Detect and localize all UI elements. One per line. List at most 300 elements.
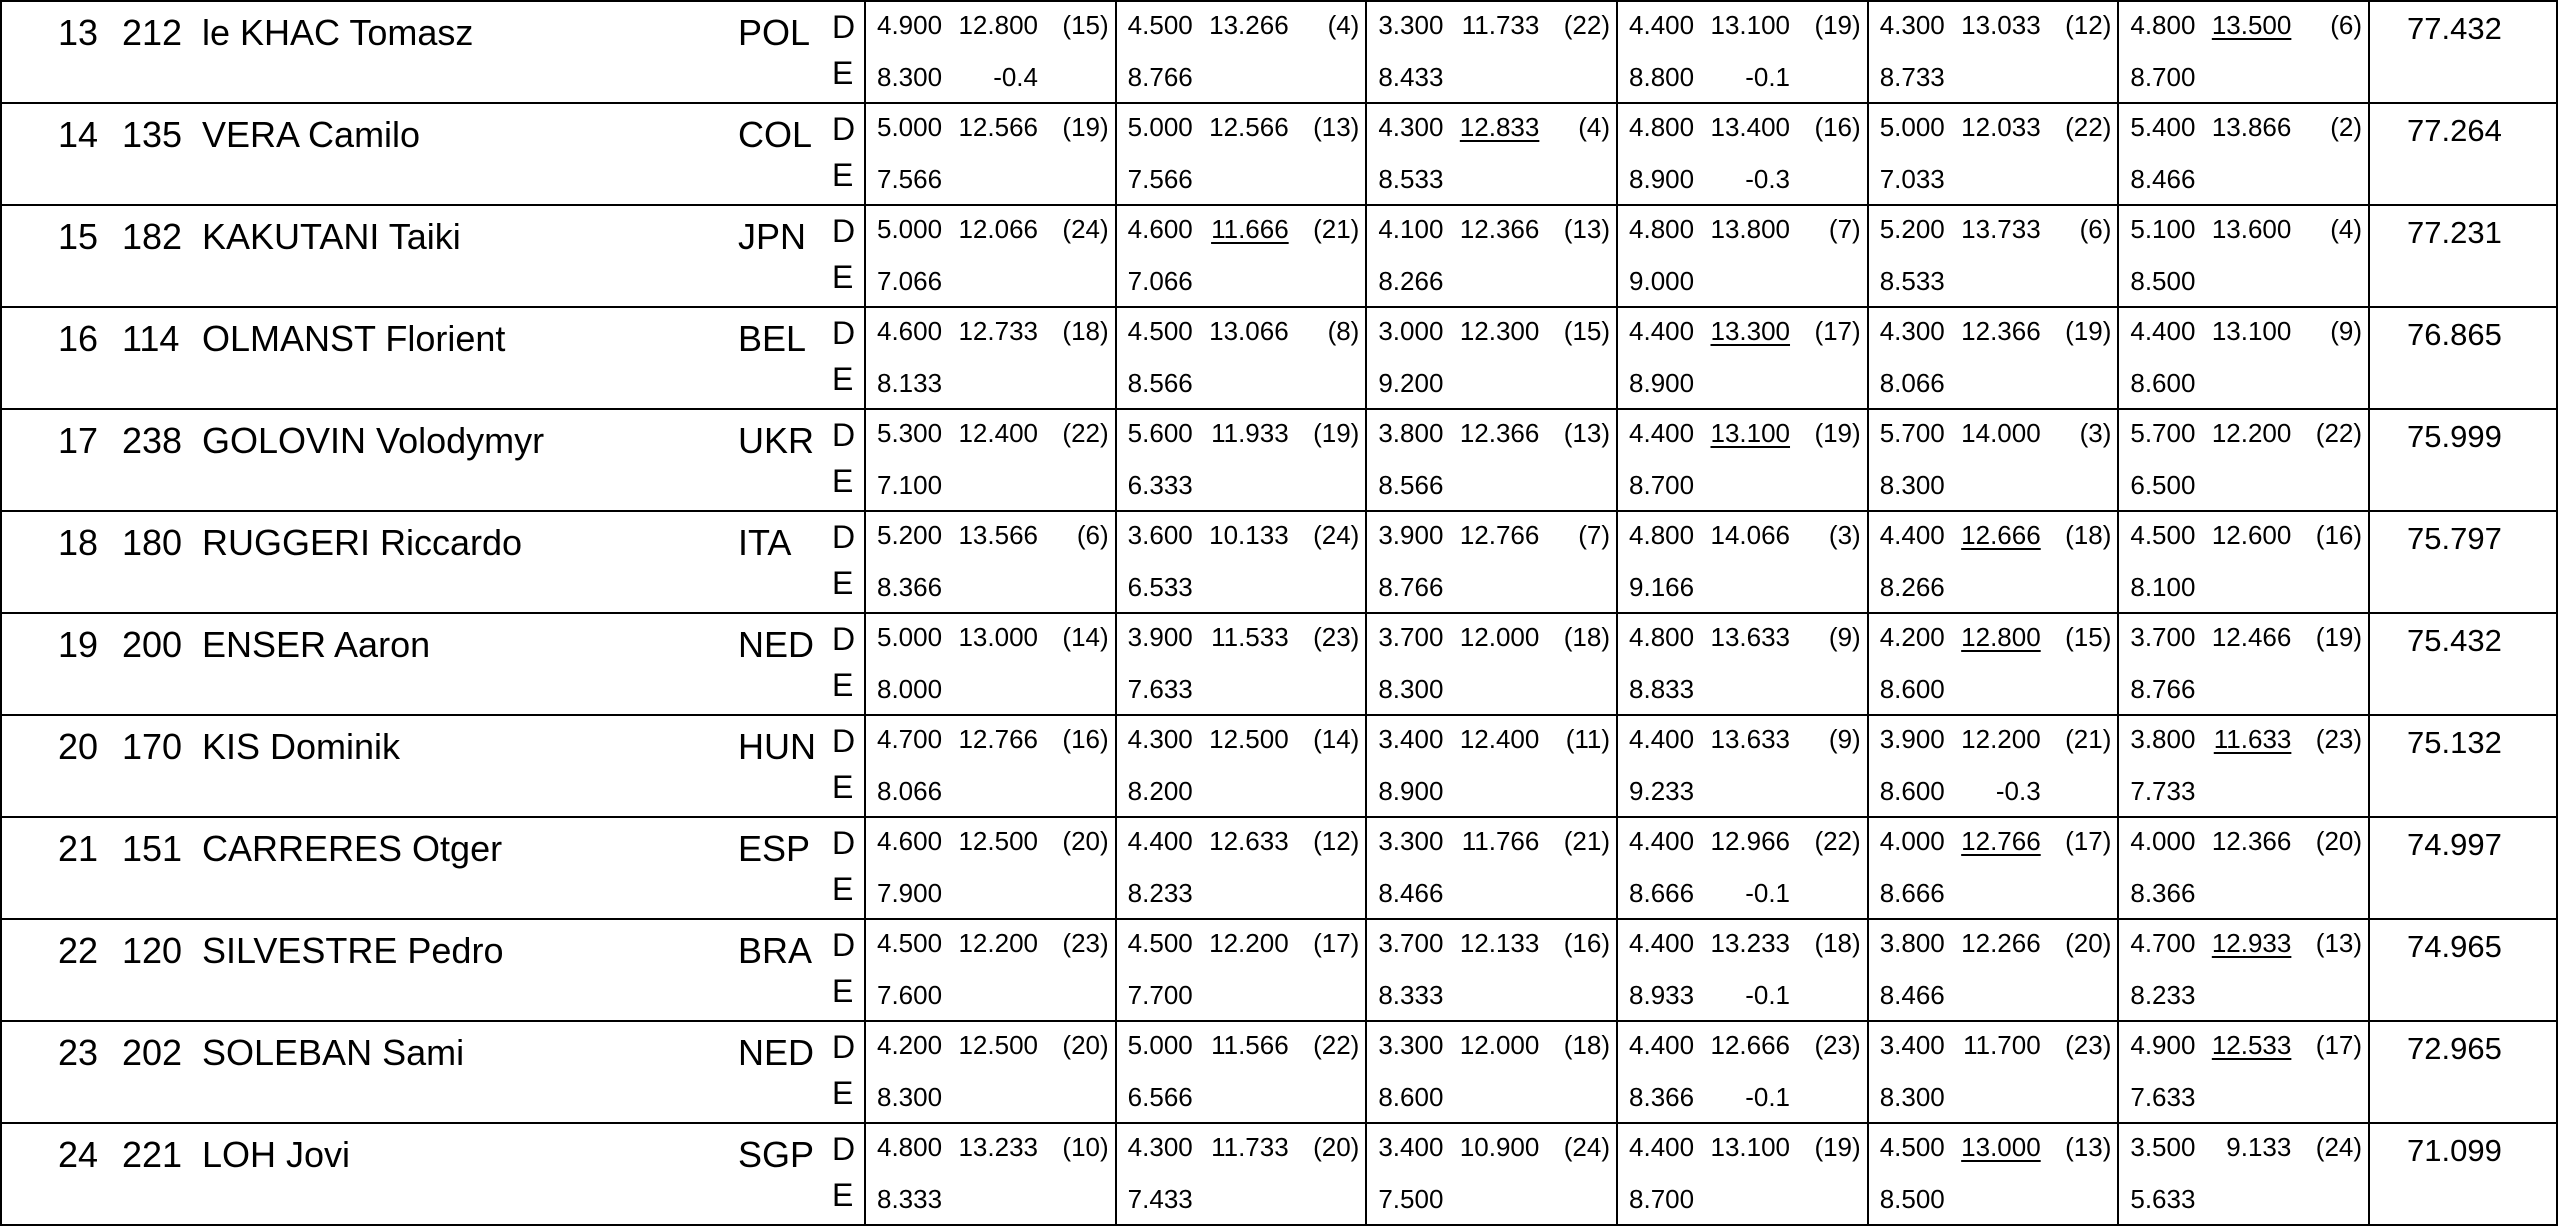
d-score-label: D xyxy=(832,9,856,45)
apparatus-rank: (16) xyxy=(1062,724,1109,754)
apparatus-cell xyxy=(2117,818,2368,918)
bib-number: 114 xyxy=(122,318,180,359)
apparatus-score: 9.133 xyxy=(2226,1132,2292,1162)
d-score: 4.900 xyxy=(877,10,943,40)
apparatus-score: 12.200 xyxy=(1961,724,2041,754)
apparatus-rank: (23) xyxy=(1814,1030,1861,1060)
d-score: 4.400 xyxy=(1127,826,1193,856)
apparatus-score: 12.933 xyxy=(2211,928,2292,958)
apparatus-score: 12.200 xyxy=(1209,928,1289,958)
apparatus-rank: (13) xyxy=(2315,928,2363,958)
apparatus-rank: (20) xyxy=(2065,928,2112,958)
nation-code: HUN xyxy=(738,726,816,767)
penalty: -0.3 xyxy=(1745,164,1791,194)
total-score: 75.999 xyxy=(2407,419,2502,454)
d-score: 4.300 xyxy=(1127,724,1193,754)
apparatus-cell xyxy=(1115,512,1366,612)
apparatus-rank: (18) xyxy=(1814,928,1861,958)
e-score: 6.533 xyxy=(1127,572,1193,602)
apparatus-cell xyxy=(864,206,1115,306)
e-score: 8.300 xyxy=(1378,674,1444,704)
d-score-label: D xyxy=(832,927,856,963)
apparatus-cell xyxy=(1115,920,1366,1020)
apparatus-score: 12.400 xyxy=(958,418,1038,448)
nation-code: ITA xyxy=(738,522,792,563)
e-score: 8.300 xyxy=(877,62,943,92)
e-score: 8.533 xyxy=(1378,164,1444,194)
apparatus-rank: (19) xyxy=(2065,316,2112,346)
d-score: 4.500 xyxy=(2130,520,2196,550)
apparatus-rank: (20) xyxy=(1062,1030,1109,1060)
d-score: 5.200 xyxy=(1879,214,1945,244)
d-score: 4.200 xyxy=(877,1030,943,1060)
apparatus-rank: (19) xyxy=(1313,418,1360,448)
apparatus-scores xyxy=(864,818,2368,918)
e-score: 8.466 xyxy=(1378,878,1444,908)
apparatus-score: 13.000 xyxy=(1961,1132,2041,1162)
apparatus-cell xyxy=(1365,512,1616,612)
nation-code: NED xyxy=(738,624,815,665)
d-score: 3.800 xyxy=(2130,724,2196,754)
apparatus-score: 13.633 xyxy=(1710,622,1791,652)
d-score: 5.600 xyxy=(1127,418,1193,448)
apparatus-score: 12.766 xyxy=(958,724,1038,754)
total-score: 77.264 xyxy=(2407,113,2502,148)
apparatus-score: 12.466 xyxy=(2211,622,2292,652)
total-cell xyxy=(2368,2,2556,102)
d-score: 4.300 xyxy=(1879,316,1945,346)
d-score: 3.000 xyxy=(1378,316,1444,346)
apparatus-rank: (16) xyxy=(2315,520,2363,550)
apparatus-score: 13.000 xyxy=(958,622,1038,652)
apparatus-rank: (4) xyxy=(1327,10,1360,40)
athlete-row xyxy=(2,612,2556,714)
e-score-label: E xyxy=(832,259,854,295)
e-score: 8.466 xyxy=(2130,164,2196,194)
e-score: 8.366 xyxy=(2130,878,2196,908)
e-score: 8.800 xyxy=(1629,62,1695,92)
apparatus-score: 12.366 xyxy=(1459,214,1540,244)
apparatus-rank: (15) xyxy=(2065,622,2112,652)
apparatus-rank: (22) xyxy=(1313,1030,1360,1060)
apparatus-rank: (3) xyxy=(1828,520,1861,550)
apparatus-rank: (9) xyxy=(1828,622,1861,652)
e-score: 7.900 xyxy=(877,878,943,908)
total-cell xyxy=(2368,818,2556,918)
e-score: 8.566 xyxy=(1127,368,1193,398)
apparatus-score: 12.566 xyxy=(958,112,1038,142)
d-score: 5.100 xyxy=(2130,214,2196,244)
e-score: 7.500 xyxy=(1378,1184,1444,1214)
apparatus-score: 11.666 xyxy=(1211,214,1289,244)
d-score: 4.400 xyxy=(1629,418,1695,448)
e-score: 8.933 xyxy=(1629,980,1695,1010)
apparatus-cell xyxy=(1365,1022,1616,1122)
apparatus-rank: (18) xyxy=(1563,622,1611,652)
apparatus-rank: (3) xyxy=(2079,418,2112,448)
e-score: 6.566 xyxy=(1127,1082,1193,1112)
d-score-label: D xyxy=(832,825,856,861)
apparatus-score: 13.500 xyxy=(2211,10,2292,40)
apparatus-scores xyxy=(864,410,2368,510)
e-score: 7.066 xyxy=(877,266,943,296)
e-score: 8.300 xyxy=(1879,470,1945,500)
apparatus-cell xyxy=(2117,512,2368,612)
athlete-row xyxy=(2,1020,2556,1122)
d-score: 4.600 xyxy=(1127,214,1193,244)
apparatus-cell xyxy=(2117,206,2368,306)
apparatus-rank: (23) xyxy=(2315,724,2363,754)
e-score: 7.633 xyxy=(2130,1082,2196,1112)
apparatus-cell xyxy=(2117,716,2368,816)
apparatus-rank: (20) xyxy=(2315,826,2363,856)
e-score: 7.733 xyxy=(2130,776,2196,806)
apparatus-score: 11.566 xyxy=(1211,1030,1289,1060)
d-score: 4.400 xyxy=(1629,724,1695,754)
e-score-label: E xyxy=(832,1075,854,1111)
apparatus-score: 13.100 xyxy=(2211,316,2292,346)
athlete-row xyxy=(2,1122,2556,1224)
apparatus-rank: (19) xyxy=(1814,418,1861,448)
d-score: 3.800 xyxy=(1879,928,1945,958)
e-score-label: E xyxy=(832,973,854,1009)
apparatus-score: 12.566 xyxy=(1209,112,1289,142)
rank: 16 xyxy=(57,318,98,359)
apparatus-score: 11.766 xyxy=(1461,826,1540,856)
apparatus-rank: (22) xyxy=(1814,826,1861,856)
rank: 19 xyxy=(57,624,98,665)
apparatus-cell xyxy=(1365,614,1616,714)
e-score: 8.566 xyxy=(1378,470,1444,500)
apparatus-scores xyxy=(864,206,2368,306)
apparatus-rank: (19) xyxy=(1062,112,1109,142)
athlete-row xyxy=(2,816,2556,918)
d-score: 4.900 xyxy=(2130,1030,2196,1060)
apparatus-score: 12.500 xyxy=(958,826,1038,856)
e-score: 7.566 xyxy=(877,164,943,194)
d-score: 3.700 xyxy=(1378,622,1444,652)
apparatus-score: 11.733 xyxy=(1461,10,1540,40)
bib-number: 202 xyxy=(122,1032,183,1073)
d-score: 5.000 xyxy=(1127,1030,1193,1060)
d-score: 4.800 xyxy=(1629,520,1695,550)
e-score: 8.266 xyxy=(1879,572,1945,602)
apparatus-rank: (24) xyxy=(2315,1132,2363,1162)
penalty: -0.3 xyxy=(1995,776,2041,806)
d-score: 3.500 xyxy=(2130,1132,2196,1162)
apparatus-score: 12.000 xyxy=(1459,1030,1540,1060)
apparatus-score: 13.400 xyxy=(1710,112,1791,142)
apparatus-score: 12.766 xyxy=(1459,520,1540,550)
nation-code: BRA xyxy=(738,930,813,971)
apparatus-score: 11.700 xyxy=(1963,1030,2041,1060)
e-score: 8.000 xyxy=(877,674,943,704)
apparatus-cell xyxy=(1867,1124,2118,1224)
rank: 13 xyxy=(57,12,98,53)
athlete-name: LOH Jovi xyxy=(202,1134,351,1175)
apparatus-rank: (14) xyxy=(1062,622,1109,652)
e-score: 8.366 xyxy=(1629,1082,1695,1112)
d-score: 4.400 xyxy=(1629,1030,1695,1060)
e-score: 8.466 xyxy=(1879,980,1945,1010)
apparatus-rank: (7) xyxy=(1578,520,1611,550)
apparatus-cell xyxy=(2117,410,2368,510)
d-score: 5.000 xyxy=(1127,112,1193,142)
athlete-name: SILVESTRE Pedro xyxy=(202,930,504,971)
apparatus-rank: (16) xyxy=(1563,928,1611,958)
d-score: 4.400 xyxy=(1629,10,1695,40)
penalty: -0.1 xyxy=(1745,980,1791,1010)
apparatus-rank: (13) xyxy=(1563,418,1611,448)
bib-number: 135 xyxy=(122,114,183,155)
apparatus-rank: (24) xyxy=(1062,214,1109,244)
apparatus-score: 11.533 xyxy=(1211,622,1289,652)
apparatus-rank: (10) xyxy=(1062,1132,1109,1162)
nation-code: BEL xyxy=(738,318,807,359)
apparatus-rank: (23) xyxy=(1062,928,1109,958)
apparatus-cell xyxy=(1115,104,1366,204)
e-score: 8.600 xyxy=(1378,1082,1444,1112)
apparatus-cell xyxy=(1867,716,2118,816)
penalty: -0.4 xyxy=(993,62,1038,92)
apparatus-cell xyxy=(2117,920,2368,1020)
d-score-label: D xyxy=(832,315,856,351)
d-score: 4.000 xyxy=(2130,826,2196,856)
apparatus-cell xyxy=(864,818,1115,918)
e-score-label: E xyxy=(832,1177,854,1213)
d-score-label: D xyxy=(832,213,856,249)
d-score: 5.200 xyxy=(877,520,943,550)
apparatus-cell xyxy=(1115,410,1366,510)
apparatus-score: 12.800 xyxy=(1961,622,2041,652)
d-score: 3.700 xyxy=(1378,928,1444,958)
apparatus-cell xyxy=(1867,920,2118,1020)
apparatus-score: 11.633 xyxy=(2213,724,2292,754)
apparatus-cell xyxy=(2117,1124,2368,1224)
apparatus-scores xyxy=(864,716,2368,816)
total-score: 77.432 xyxy=(2407,11,2502,46)
nation-code: UKR xyxy=(738,420,815,461)
apparatus-cell xyxy=(1616,716,1867,816)
apparatus-rank: (4) xyxy=(2330,214,2363,244)
d-score-label: D xyxy=(832,111,856,147)
e-score: 8.766 xyxy=(1378,572,1444,602)
apparatus-cell xyxy=(1365,716,1616,816)
apparatus-scores xyxy=(864,1124,2368,1224)
apparatus-cell xyxy=(1115,818,1366,918)
rank: 18 xyxy=(57,522,98,563)
apparatus-cell xyxy=(864,920,1115,1020)
apparatus-rank: (13) xyxy=(1563,214,1611,244)
apparatus-score: 13.100 xyxy=(1710,1132,1791,1162)
bib-number: 170 xyxy=(122,726,183,767)
d-score: 4.500 xyxy=(1127,928,1193,958)
apparatus-score: 12.366 xyxy=(1459,418,1540,448)
apparatus-rank: (6) xyxy=(1076,520,1109,550)
d-score: 3.900 xyxy=(1127,622,1193,652)
bib-number: 151 xyxy=(122,828,183,869)
d-score: 4.600 xyxy=(877,316,943,346)
e-score: 7.633 xyxy=(1127,674,1193,704)
apparatus-scores xyxy=(864,1022,2368,1122)
d-score: 3.800 xyxy=(1378,418,1444,448)
athlete-row xyxy=(2,306,2556,408)
total-cell xyxy=(2368,308,2556,408)
total-cell xyxy=(2368,410,2556,510)
apparatus-cell xyxy=(864,1022,1115,1122)
apparatus-cell xyxy=(1867,818,2118,918)
apparatus-cell xyxy=(2117,308,2368,408)
apparatus-rank: (6) xyxy=(2079,214,2112,244)
apparatus-scores xyxy=(864,920,2368,1020)
apparatus-cell xyxy=(2117,104,2368,204)
total-cell xyxy=(2368,512,2556,612)
nation-code: COL xyxy=(738,114,813,155)
penalty: -0.1 xyxy=(1745,62,1791,92)
athlete-row xyxy=(2,408,2556,510)
e-score: 8.100 xyxy=(2130,572,2196,602)
apparatus-cell xyxy=(1616,2,1867,102)
apparatus-rank: (21) xyxy=(1563,826,1611,856)
e-score: 8.533 xyxy=(1879,266,1945,296)
d-score: 4.300 xyxy=(1378,112,1444,142)
apparatus-rank: (15) xyxy=(1563,316,1611,346)
e-score: 8.366 xyxy=(877,572,943,602)
apparatus-rank: (22) xyxy=(1062,418,1109,448)
total-cell xyxy=(2368,1124,2556,1224)
apparatus-rank: (16) xyxy=(1814,112,1861,142)
apparatus-score: 13.633 xyxy=(1710,724,1791,754)
apparatus-rank: (4) xyxy=(1578,112,1611,142)
e-score: 8.700 xyxy=(1629,470,1695,500)
rank: 15 xyxy=(57,216,98,257)
d-score-label: D xyxy=(832,519,856,555)
apparatus-cell xyxy=(1616,308,1867,408)
d-score-label: D xyxy=(832,1131,856,1167)
apparatus-cell xyxy=(1616,818,1867,918)
penalty: -0.1 xyxy=(1745,878,1791,908)
apparatus-cell xyxy=(1115,308,1366,408)
apparatus-rank: (20) xyxy=(1062,826,1109,856)
apparatus-cell xyxy=(1115,206,1366,306)
apparatus-score: 14.066 xyxy=(1710,520,1791,550)
d-score: 4.200 xyxy=(1879,622,1945,652)
rank: 24 xyxy=(57,1134,98,1175)
apparatus-rank: (22) xyxy=(2065,112,2112,142)
d-score: 3.400 xyxy=(1378,724,1444,754)
e-score: 8.233 xyxy=(1127,878,1193,908)
d-score: 4.300 xyxy=(1127,1132,1193,1162)
apparatus-cell xyxy=(1365,206,1616,306)
apparatus-cell xyxy=(1115,1124,1366,1224)
apparatus-cell xyxy=(1867,614,2118,714)
apparatus-cell xyxy=(1365,308,1616,408)
e-score: 8.666 xyxy=(1879,878,1945,908)
rank: 17 xyxy=(57,420,98,461)
apparatus-rank: (21) xyxy=(2065,724,2112,754)
d-score: 3.400 xyxy=(1879,1030,1945,1060)
apparatus-rank: (2) xyxy=(2330,112,2363,142)
apparatus-score: 12.300 xyxy=(1459,316,1540,346)
apparatus-score: 13.300 xyxy=(1710,316,1791,346)
apparatus-rank: (19) xyxy=(1814,1132,1861,1162)
total-score: 77.231 xyxy=(2407,215,2502,250)
d-score: 4.700 xyxy=(877,724,943,754)
e-score: 8.433 xyxy=(1378,62,1444,92)
d-score: 4.500 xyxy=(1879,1132,1945,1162)
d-score: 4.800 xyxy=(2130,10,2196,40)
apparatus-score: 13.100 xyxy=(1710,10,1791,40)
apparatus-score: 14.000 xyxy=(1961,418,2041,448)
apparatus-cell xyxy=(864,2,1115,102)
d-score: 4.100 xyxy=(1378,214,1444,244)
apparatus-score: 10.900 xyxy=(1459,1132,1540,1162)
nation-code: POL xyxy=(738,12,811,53)
apparatus-rank: (20) xyxy=(1313,1132,1360,1162)
bib-number: 200 xyxy=(122,624,183,665)
d-score: 4.800 xyxy=(1629,622,1695,652)
apparatus-score: 13.233 xyxy=(958,1132,1038,1162)
d-score: 4.300 xyxy=(1879,10,1945,40)
nation-code: SGP xyxy=(738,1134,815,1175)
apparatus-cell xyxy=(2117,1022,2368,1122)
apparatus-rank: (9) xyxy=(2330,316,2363,346)
apparatus-score: 12.733 xyxy=(958,316,1038,346)
apparatus-scores xyxy=(864,2,2368,102)
apparatus-cell xyxy=(864,410,1115,510)
d-score: 3.400 xyxy=(1378,1132,1444,1162)
d-score: 4.500 xyxy=(877,928,943,958)
bib-number: 180 xyxy=(122,522,183,563)
e-score: 9.000 xyxy=(1629,266,1695,296)
e-score: 8.300 xyxy=(1879,1082,1945,1112)
apparatus-score: 10.133 xyxy=(1209,520,1289,550)
athlete-row xyxy=(2,714,2556,816)
rank: 22 xyxy=(57,930,98,971)
apparatus-rank: (22) xyxy=(2315,418,2363,448)
total-score: 71.099 xyxy=(2407,1133,2502,1168)
apparatus-cell xyxy=(1616,1022,1867,1122)
athlete-row xyxy=(2,102,2556,204)
apparatus-rank: (9) xyxy=(1828,724,1861,754)
apparatus-rank: (24) xyxy=(1313,520,1360,550)
apparatus-cell xyxy=(864,614,1115,714)
athlete-name: SOLEBAN Sami xyxy=(202,1032,465,1073)
apparatus-cell xyxy=(1616,920,1867,1020)
total-cell xyxy=(2368,716,2556,816)
apparatus-score: 12.200 xyxy=(2211,418,2292,448)
nation-code: NED xyxy=(738,1032,815,1073)
e-score-label: E xyxy=(832,871,854,907)
apparatus-score: 13.100 xyxy=(1710,418,1791,448)
bib-number: 120 xyxy=(122,930,183,971)
d-score: 5.700 xyxy=(1879,418,1945,448)
apparatus-cell xyxy=(1867,104,2118,204)
d-score: 4.500 xyxy=(1127,316,1193,346)
e-score: 8.833 xyxy=(1629,674,1695,704)
e-score: 8.066 xyxy=(1879,368,1945,398)
d-score: 4.000 xyxy=(1879,826,1945,856)
d-score: 4.400 xyxy=(1879,520,1945,550)
apparatus-cell xyxy=(864,1124,1115,1224)
apparatus-rank: (13) xyxy=(2065,1132,2112,1162)
rank: 21 xyxy=(57,828,98,869)
apparatus-score: 11.733 xyxy=(1211,1132,1289,1162)
d-score: 3.700 xyxy=(2130,622,2196,652)
apparatus-rank: (17) xyxy=(1313,928,1360,958)
e-score: 7.100 xyxy=(877,470,943,500)
total-cell xyxy=(2368,206,2556,306)
